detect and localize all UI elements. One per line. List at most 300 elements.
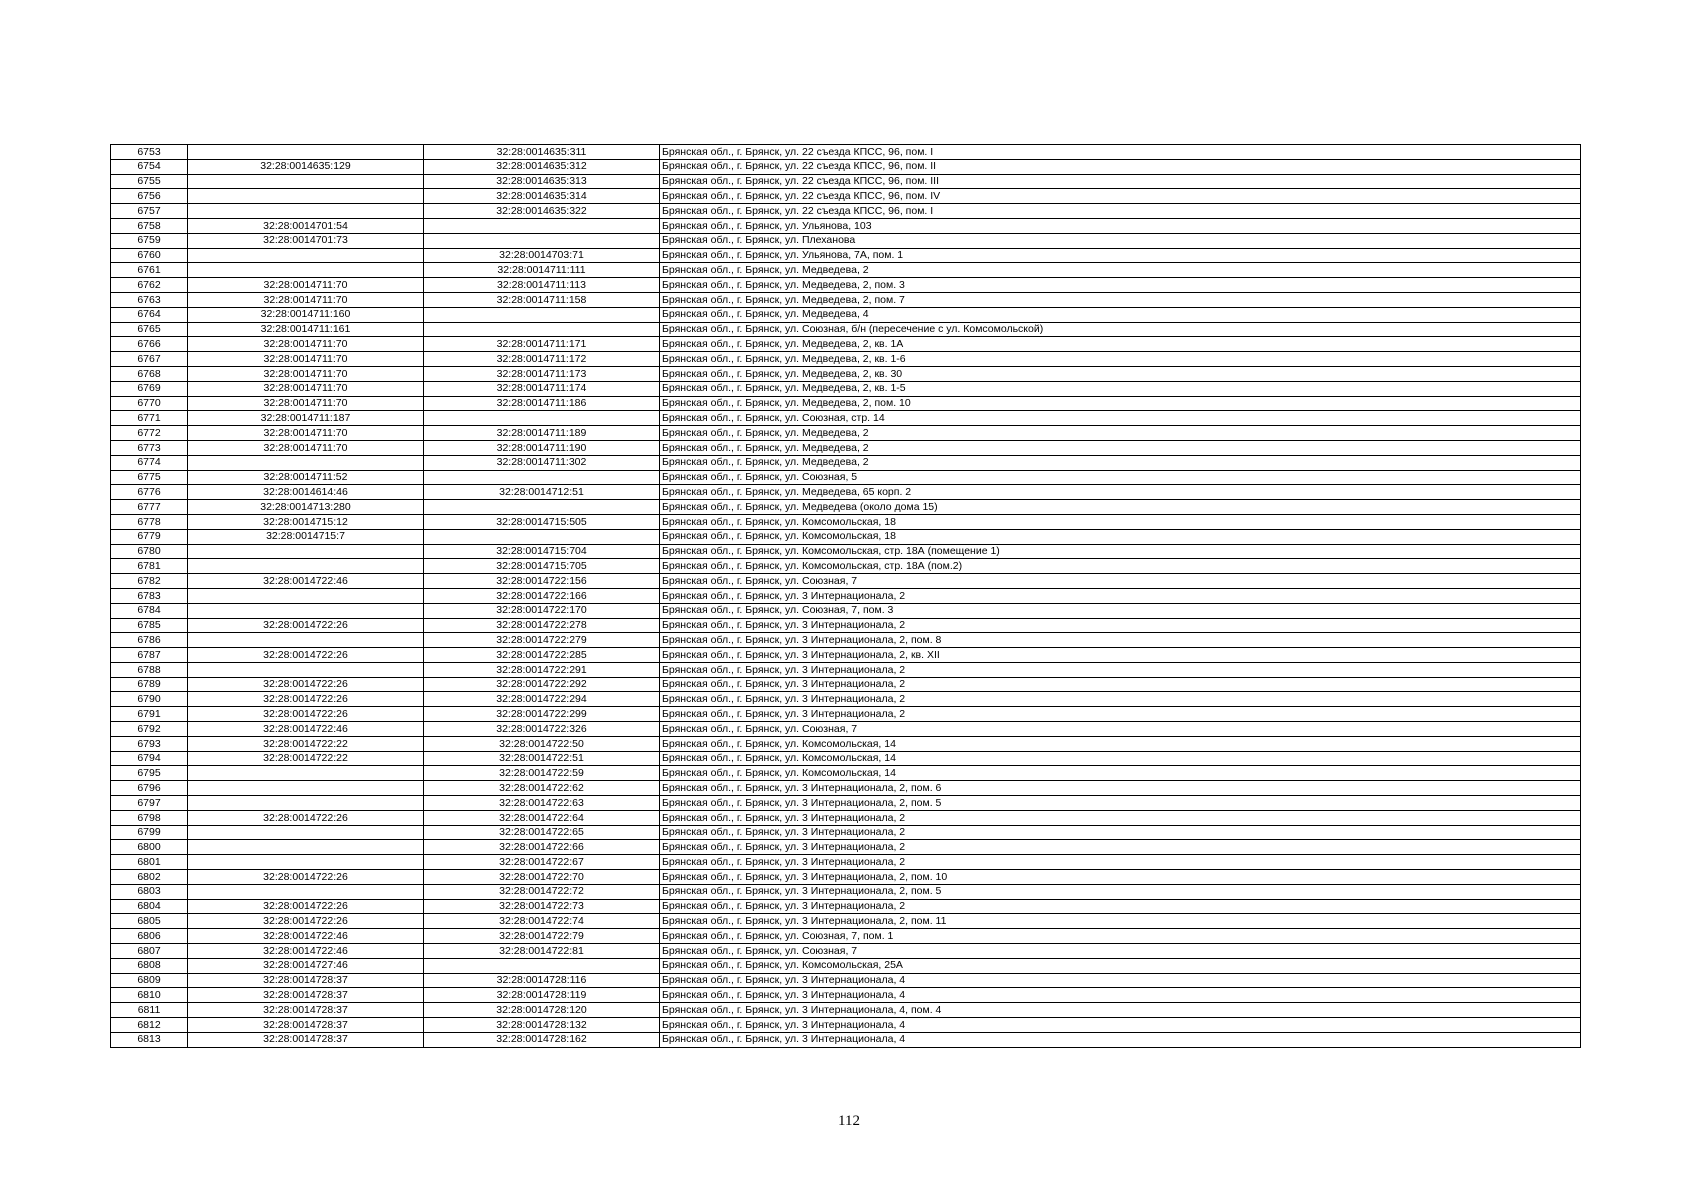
address-cell: Брянская обл., г. Брянск, ул. Медведева, 2, кв. 30: [660, 366, 1581, 381]
table-row: [111, 455, 1581, 470]
address-cell: Брянская обл., г. Брянск, ул. 22 съезда КПСС, 96, пом. IV: [660, 189, 1581, 204]
object-cadastral-number-cell: 32:28:0014722:285: [424, 648, 660, 663]
object-cadastral-number-cell: 32:28:0014635:322: [424, 204, 660, 219]
address-cell: Брянская обл., г. Брянск, ул. 3 Интернационала, 2: [660, 618, 1581, 633]
row-number-cell: 6806: [111, 929, 188, 944]
cadastral-number-cell: [188, 145, 424, 160]
table-row: [111, 810, 1581, 825]
table-row: [111, 1032, 1581, 1047]
row-number-cell: 6799: [111, 825, 188, 840]
row-number-cell: 6804: [111, 899, 188, 914]
table-row: [111, 870, 1581, 885]
object-cadastral-number-cell: 32:28:0014635:311: [424, 145, 660, 160]
table-row: [111, 944, 1581, 959]
table-row: [111, 440, 1581, 455]
table-row: [111, 381, 1581, 396]
address-cell: Брянская обл., г. Брянск, ул. Союзная, 7: [660, 722, 1581, 737]
row-number-cell: 6793: [111, 736, 188, 751]
row-number-cell: 6801: [111, 855, 188, 870]
row-number-cell: 6810: [111, 988, 188, 1003]
table-row: [111, 366, 1581, 381]
cadastral-number-cell: [188, 766, 424, 781]
address-cell: Брянская обл., г. Брянск, ул. Медведева, 2, пом. 3: [660, 278, 1581, 293]
address-cell: Брянская обл., г. Брянск, ул. Союзная, 7, пом. 3: [660, 603, 1581, 618]
row-number-cell: 6781: [111, 559, 188, 574]
address-cell: Брянская обл., г. Брянск, ул. 3 Интернационала, 2: [660, 692, 1581, 707]
object-cadastral-number-cell: [424, 307, 660, 322]
table-row: [111, 929, 1581, 944]
cadastral-number-cell: 32:28:0014722:46: [188, 929, 424, 944]
row-number-cell: 6790: [111, 692, 188, 707]
row-number-cell: 6788: [111, 662, 188, 677]
address-cell: Брянская обл., г. Брянск, ул. Медведева, 4: [660, 307, 1581, 322]
address-cell: Брянская обл., г. Брянск, ул. 3 Интернационала, 2, пом. 5: [660, 884, 1581, 899]
address-cell: Брянская обл., г. Брянск, ул. 22 съезда КПСС, 96, пом. I: [660, 204, 1581, 219]
row-number-cell: 6764: [111, 307, 188, 322]
object-cadastral-number-cell: [424, 218, 660, 233]
row-number-cell: 6785: [111, 618, 188, 633]
row-number-cell: 6800: [111, 840, 188, 855]
table-row: [111, 426, 1581, 441]
object-cadastral-number-cell: 32:28:0014711:174: [424, 381, 660, 396]
row-number-cell: 6763: [111, 292, 188, 307]
cadastral-number-cell: 32:28:0014701:73: [188, 233, 424, 248]
table-row: [111, 1018, 1581, 1033]
table-row: [111, 544, 1581, 559]
object-cadastral-number-cell: 32:28:0014711:113: [424, 278, 660, 293]
cadastral-number-cell: 32:28:0014722:26: [188, 677, 424, 692]
object-cadastral-number-cell: 32:28:0014635:312: [424, 159, 660, 174]
table-row: [111, 574, 1581, 589]
table-row: [111, 470, 1581, 485]
row-number-cell: 6803: [111, 884, 188, 899]
object-cadastral-number-cell: 32:28:0014722:73: [424, 899, 660, 914]
cadastral-number-cell: 32:28:0014614:46: [188, 485, 424, 500]
row-number-cell: 6805: [111, 914, 188, 929]
row-number-cell: 6753: [111, 145, 188, 160]
table-row: [111, 781, 1581, 796]
row-number-cell: 6779: [111, 529, 188, 544]
object-cadastral-number-cell: 32:28:0014722:326: [424, 722, 660, 737]
object-cadastral-number-cell: 32:28:0014722:72: [424, 884, 660, 899]
object-cadastral-number-cell: 32:28:0014722:170: [424, 603, 660, 618]
cadastral-number-cell: [188, 603, 424, 618]
table-row: [111, 722, 1581, 737]
object-cadastral-number-cell: 32:28:0014715:505: [424, 514, 660, 529]
object-cadastral-number-cell: 32:28:0014712:51: [424, 485, 660, 500]
row-number-cell: 6767: [111, 352, 188, 367]
address-cell: Брянская обл., г. Брянск, ул. Комсомольская, стр. 18А (пом.2): [660, 559, 1581, 574]
row-number-cell: 6778: [111, 514, 188, 529]
address-cell: Брянская обл., г. Брянск, ул. Медведева, 2: [660, 426, 1581, 441]
address-cell: Брянская обл., г. Брянск, ул. Ульянова, 7А, пом. 1: [660, 248, 1581, 263]
cadastral-number-cell: [188, 588, 424, 603]
row-number-cell: 6754: [111, 159, 188, 174]
object-cadastral-number-cell: 32:28:0014722:156: [424, 574, 660, 589]
row-number-cell: 6760: [111, 248, 188, 263]
cadastral-number-cell: 32:28:0014722:46: [188, 574, 424, 589]
cadastral-number-cell: 32:28:0014722:26: [188, 914, 424, 929]
cadastral-number-cell: 32:28:0014727:46: [188, 958, 424, 973]
address-cell: Брянская обл., г. Брянск, ул. 3 Интернационала, 2, пом. 10: [660, 870, 1581, 885]
address-cell: Брянская обл., г. Брянск, ул. Союзная, стр. 14: [660, 411, 1581, 426]
address-cell: Брянская обл., г. Брянск, ул. Медведева, 2: [660, 455, 1581, 470]
object-cadastral-number-cell: 32:28:0014728:120: [424, 1003, 660, 1018]
cadastral-number-cell: [188, 840, 424, 855]
object-cadastral-number-cell: 32:28:0014715:704: [424, 544, 660, 559]
object-cadastral-number-cell: 32:28:0014711:111: [424, 263, 660, 278]
page-number: 112: [838, 1113, 860, 1129]
table-row: [111, 677, 1581, 692]
table-row: [111, 485, 1581, 500]
address-cell: Брянская обл., г. Брянск, ул. Медведева, 2, кв. 1-6: [660, 352, 1581, 367]
address-cell: Брянская обл., г. Брянск, ул. Союзная, 7, пом. 1: [660, 929, 1581, 944]
row-number-cell: 6812: [111, 1018, 188, 1033]
table-row: [111, 352, 1581, 367]
table-row: [111, 263, 1581, 278]
object-cadastral-number-cell: 32:28:0014711:158: [424, 292, 660, 307]
table-row: [111, 648, 1581, 663]
table-row: [111, 337, 1581, 352]
row-number-cell: 6761: [111, 263, 188, 278]
cadastral-number-cell: 32:28:0014711:161: [188, 322, 424, 337]
row-number-cell: 6757: [111, 204, 188, 219]
row-number-cell: 6773: [111, 440, 188, 455]
cadastral-number-cell: 32:28:0014722:22: [188, 751, 424, 766]
row-number-cell: 6789: [111, 677, 188, 692]
cadastral-number-cell: 32:28:0014711:70: [188, 278, 424, 293]
row-number-cell: 6791: [111, 707, 188, 722]
object-cadastral-number-cell: 32:28:0014728:162: [424, 1032, 660, 1047]
object-cadastral-number-cell: 32:28:0014722:278: [424, 618, 660, 633]
object-cadastral-number-cell: 32:28:0014722:59: [424, 766, 660, 781]
address-cell: Брянская обл., г. Брянск, ул. 3 Интернационала, 2: [660, 707, 1581, 722]
address-cell: Брянская обл., г. Брянск, ул. 22 съезда КПСС, 96, пом. III: [660, 174, 1581, 189]
table-row: [111, 159, 1581, 174]
address-cell: Брянская обл., г. Брянск, ул. 3 Интернационала, 4, пом. 4: [660, 1003, 1581, 1018]
table-row: [111, 751, 1581, 766]
row-number-cell: 6762: [111, 278, 188, 293]
address-cell: Брянская обл., г. Брянск, ул. Медведева, 2: [660, 263, 1581, 278]
address-cell: Брянская обл., г. Брянск, ул. Медведева, 2: [660, 440, 1581, 455]
cadastral-number-cell: 32:28:0014728:37: [188, 988, 424, 1003]
object-cadastral-number-cell: 32:28:0014728:132: [424, 1018, 660, 1033]
cadastral-number-cell: 32:28:0014728:37: [188, 1018, 424, 1033]
table-row: [111, 618, 1581, 633]
address-cell: Брянская обл., г. Брянск, ул. 22 съезда КПСС, 96, пом. I: [660, 145, 1581, 160]
table-row: [111, 145, 1581, 160]
cadastral-number-cell: 32:28:0014711:160: [188, 307, 424, 322]
object-cadastral-number-cell: 32:28:0014722:51: [424, 751, 660, 766]
table-row: [111, 988, 1581, 1003]
table-row: [111, 189, 1581, 204]
address-cell: Брянская обл., г. Брянск, ул. Медведева (около дома 15): [660, 500, 1581, 515]
table-row: [111, 174, 1581, 189]
object-cadastral-number-cell: 32:28:0014722:65: [424, 825, 660, 840]
address-cell: Брянская обл., г. Брянск, ул. Комсомольская, стр. 18А (помещение 1): [660, 544, 1581, 559]
object-cadastral-number-cell: 32:28:0014711:189: [424, 426, 660, 441]
cadastral-number-cell: 32:28:0014722:26: [188, 899, 424, 914]
address-cell: Брянская обл., г. Брянск, ул. Комсомольская, 18: [660, 514, 1581, 529]
address-cell: Брянская обл., г. Брянск, ул. 3 Интернационала, 2: [660, 825, 1581, 840]
cadastral-number-cell: 32:28:0014711:70: [188, 440, 424, 455]
cadastral-number-cell: [188, 796, 424, 811]
object-cadastral-number-cell: 32:28:0014722:291: [424, 662, 660, 677]
address-cell: Брянская обл., г. Брянск, ул. Комсомольская, 25А: [660, 958, 1581, 973]
address-cell: Брянская обл., г. Брянск, ул. Союзная, 5: [660, 470, 1581, 485]
table-row: [111, 633, 1581, 648]
table-row: [111, 973, 1581, 988]
cadastral-number-cell: 32:28:0014715:7: [188, 529, 424, 544]
address-cell: Брянская обл., г. Брянск, ул. Плеханова: [660, 233, 1581, 248]
table-row: [111, 855, 1581, 870]
address-cell: Брянская обл., г. Брянск, ул. Медведева, 2, кв. 1-5: [660, 381, 1581, 396]
row-number-cell: 6796: [111, 781, 188, 796]
table-row: [111, 233, 1581, 248]
object-cadastral-number-cell: [424, 322, 660, 337]
object-cadastral-number-cell: 32:28:0014722:292: [424, 677, 660, 692]
address-cell: Брянская обл., г. Брянск, ул. 3 Интернационала, 4: [660, 1032, 1581, 1047]
object-cadastral-number-cell: 32:28:0014703:71: [424, 248, 660, 263]
row-number-cell: 6766: [111, 337, 188, 352]
object-cadastral-number-cell: [424, 529, 660, 544]
row-number-cell: 6792: [111, 722, 188, 737]
cadastral-number-cell: 32:28:0014728:37: [188, 1003, 424, 1018]
object-cadastral-number-cell: 32:28:0014711:190: [424, 440, 660, 455]
object-cadastral-number-cell: 32:28:0014722:299: [424, 707, 660, 722]
object-cadastral-number-cell: 32:28:0014728:119: [424, 988, 660, 1003]
object-cadastral-number-cell: [424, 500, 660, 515]
cadastral-number-cell: [188, 248, 424, 263]
cadastral-number-cell: [188, 884, 424, 899]
row-number-cell: 6795: [111, 766, 188, 781]
cadastral-number-cell: 32:28:0014711:70: [188, 337, 424, 352]
table-row: [111, 825, 1581, 840]
row-number-cell: 6809: [111, 973, 188, 988]
object-cadastral-number-cell: 32:28:0014722:67: [424, 855, 660, 870]
row-number-cell: 6798: [111, 810, 188, 825]
address-cell: Брянская обл., г. Брянск, ул. 3 Интернационала, 2, кв. XII: [660, 648, 1581, 663]
object-cadastral-number-cell: 32:28:0014722:81: [424, 944, 660, 959]
cadastral-number-cell: [188, 204, 424, 219]
object-cadastral-number-cell: 32:28:0014722:64: [424, 810, 660, 825]
object-cadastral-number-cell: 32:28:0014722:166: [424, 588, 660, 603]
row-number-cell: 6768: [111, 366, 188, 381]
address-cell: Брянская обл., г. Брянск, ул. 3 Интернационала, 4: [660, 1018, 1581, 1033]
cadastral-number-cell: [188, 662, 424, 677]
address-cell: Брянская обл., г. Брянск, ул. 22 съезда КПСС, 96, пом. II: [660, 159, 1581, 174]
table-row: [111, 292, 1581, 307]
object-cadastral-number-cell: 32:28:0014722:62: [424, 781, 660, 796]
address-cell: Брянская обл., г. Брянск, ул. 3 Интернационала, 2: [660, 662, 1581, 677]
cadastral-number-cell: 32:28:0014711:70: [188, 366, 424, 381]
object-cadastral-number-cell: [424, 411, 660, 426]
cadastral-number-cell: 32:28:0014722:22: [188, 736, 424, 751]
address-cell: Брянская обл., г. Брянск, ул. 3 Интернационала, 2, пом. 8: [660, 633, 1581, 648]
row-number-cell: 6776: [111, 485, 188, 500]
cadastral-number-cell: 32:28:0014728:37: [188, 1032, 424, 1047]
row-number-cell: 6774: [111, 455, 188, 470]
table-row: [111, 218, 1581, 233]
row-number-cell: 6783: [111, 588, 188, 603]
cadastral-number-cell: [188, 559, 424, 574]
cadastral-number-cell: 32:28:0014711:70: [188, 292, 424, 307]
address-cell: Брянская обл., г. Брянск, ул. Союзная, 7: [660, 574, 1581, 589]
address-cell: Брянская обл., г. Брянск, ул. Комсомольская, 14: [660, 736, 1581, 751]
cadastral-number-cell: [188, 189, 424, 204]
cadastral-number-cell: 32:28:0014711:70: [188, 396, 424, 411]
cadastral-number-cell: 32:28:0014711:70: [188, 352, 424, 367]
address-cell: Брянская обл., г. Брянск, ул. 3 Интернационала, 4: [660, 988, 1581, 1003]
address-cell: Брянская обл., г. Брянск, ул. 3 Интернационала, 2, пом. 6: [660, 781, 1581, 796]
table-row: [111, 514, 1581, 529]
object-cadastral-number-cell: 32:28:0014711:302: [424, 455, 660, 470]
object-cadastral-number-cell: 32:28:0014722:294: [424, 692, 660, 707]
cadastral-number-cell: [188, 174, 424, 189]
table-row: [111, 958, 1581, 973]
cadastral-number-cell: 32:28:0014711:70: [188, 426, 424, 441]
row-number-cell: 6797: [111, 796, 188, 811]
table-row: [111, 899, 1581, 914]
cadastral-number-cell: 32:28:0014713:280: [188, 500, 424, 515]
row-number-cell: 6807: [111, 944, 188, 959]
row-number-cell: 6765: [111, 322, 188, 337]
table-row: [111, 500, 1581, 515]
object-cadastral-number-cell: [424, 470, 660, 485]
row-number-cell: 6786: [111, 633, 188, 648]
address-cell: Брянская обл., г. Брянск, ул. 3 Интернационала, 4: [660, 973, 1581, 988]
object-cadastral-number-cell: 32:28:0014711:171: [424, 337, 660, 352]
object-cadastral-number-cell: 32:28:0014715:705: [424, 559, 660, 574]
object-cadastral-number-cell: 32:28:0014728:116: [424, 973, 660, 988]
table-row: [111, 278, 1581, 293]
row-number-cell: 6755: [111, 174, 188, 189]
row-number-cell: 6775: [111, 470, 188, 485]
table-row: [111, 766, 1581, 781]
table-row: [111, 914, 1581, 929]
cadastral-number-cell: [188, 263, 424, 278]
cadastral-number-cell: 32:28:0014711:70: [188, 381, 424, 396]
address-cell: Брянская обл., г. Брянск, ул. 3 Интернационала, 2: [660, 588, 1581, 603]
address-cell: Брянская обл., г. Брянск, ул. Комсомольская, 14: [660, 751, 1581, 766]
row-number-cell: 6777: [111, 500, 188, 515]
object-cadastral-number-cell: 32:28:0014722:79: [424, 929, 660, 944]
row-number-cell: 6811: [111, 1003, 188, 1018]
cadastral-number-cell: 32:28:0014635:129: [188, 159, 424, 174]
cadastral-number-cell: 32:28:0014711:52: [188, 470, 424, 485]
object-cadastral-number-cell: 32:28:0014635:314: [424, 189, 660, 204]
cadastral-number-cell: 32:28:0014722:46: [188, 944, 424, 959]
table-row: [111, 603, 1581, 618]
cadastral-number-cell: [188, 855, 424, 870]
row-number-cell: 6769: [111, 381, 188, 396]
row-number-cell: 6802: [111, 870, 188, 885]
cadastral-number-cell: 32:28:0014722:26: [188, 870, 424, 885]
cadastral-number-cell: 32:28:0014722:26: [188, 707, 424, 722]
cadastral-number-cell: 32:28:0014722:26: [188, 618, 424, 633]
row-number-cell: 6770: [111, 396, 188, 411]
address-cell: Брянская обл., г. Брянск, ул. Ульянова, 103: [660, 218, 1581, 233]
cadastral-number-cell: 32:28:0014728:37: [188, 973, 424, 988]
table-row: [111, 796, 1581, 811]
cadastral-number-cell: [188, 455, 424, 470]
object-cadastral-number-cell: [424, 233, 660, 248]
address-cell: Брянская обл., г. Брянск, ул. Медведева, 2, кв. 1А: [660, 337, 1581, 352]
cadastral-number-cell: [188, 825, 424, 840]
address-cell: Брянская обл., г. Брянск, ул. 3 Интернационала, 2, пом. 11: [660, 914, 1581, 929]
table-row: [111, 1003, 1581, 1018]
row-number-cell: 6780: [111, 544, 188, 559]
table-row: [111, 736, 1581, 751]
object-cadastral-number-cell: 32:28:0014722:70: [424, 870, 660, 885]
cadastral-number-cell: [188, 544, 424, 559]
object-cadastral-number-cell: 32:28:0014722:74: [424, 914, 660, 929]
table-row: [111, 204, 1581, 219]
object-cadastral-number-cell: 32:28:0014722:50: [424, 736, 660, 751]
row-number-cell: 6808: [111, 958, 188, 973]
table-row: [111, 662, 1581, 677]
address-cell: Брянская обл., г. Брянск, ул. Союзная, б/н (пересечение с ул. Комсомольской): [660, 322, 1581, 337]
cadastral-number-cell: 32:28:0014722:26: [188, 810, 424, 825]
table-body: [111, 145, 1581, 1048]
object-cadastral-number-cell: 32:28:0014635:313: [424, 174, 660, 189]
table-row: [111, 559, 1581, 574]
cadastral-number-cell: 32:28:0014715:12: [188, 514, 424, 529]
address-cell: Брянская обл., г. Брянск, ул. 3 Интернационала, 2: [660, 855, 1581, 870]
row-number-cell: 6772: [111, 426, 188, 441]
table-row: [111, 884, 1581, 899]
row-number-cell: 6787: [111, 648, 188, 663]
table-row: [111, 248, 1581, 263]
table-row: [111, 396, 1581, 411]
table-row: [111, 411, 1581, 426]
cadastral-number-cell: 32:28:0014711:187: [188, 411, 424, 426]
address-cell: Брянская обл., г. Брянск, ул. Союзная, 7: [660, 944, 1581, 959]
row-number-cell: 6771: [111, 411, 188, 426]
row-number-cell: 6758: [111, 218, 188, 233]
row-number-cell: 6759: [111, 233, 188, 248]
address-cell: Брянская обл., г. Брянск, ул. Медведева, 2, пом. 10: [660, 396, 1581, 411]
object-cadastral-number-cell: 32:28:0014711:172: [424, 352, 660, 367]
table-row: [111, 322, 1581, 337]
row-number-cell: 6756: [111, 189, 188, 204]
address-cell: Брянская обл., г. Брянск, ул. Медведева, 2, пом. 7: [660, 292, 1581, 307]
table-row: [111, 307, 1581, 322]
cadastral-number-cell: [188, 781, 424, 796]
cadastral-number-cell: [188, 633, 424, 648]
table-row: [111, 692, 1581, 707]
object-cadastral-number-cell: [424, 958, 660, 973]
address-cell: Брянская обл., г. Брянск, ул. 3 Интернационала, 2, пом. 5: [660, 796, 1581, 811]
property-table: [110, 144, 1581, 1048]
address-cell: Брянская обл., г. Брянск, ул. 3 Интернационала, 2: [660, 810, 1581, 825]
cadastral-number-cell: 32:28:0014701:54: [188, 218, 424, 233]
table-row: [111, 588, 1581, 603]
cadastral-number-cell: 32:28:0014722:46: [188, 722, 424, 737]
cadastral-number-cell: 32:28:0014722:26: [188, 692, 424, 707]
object-cadastral-number-cell: 32:28:0014722:63: [424, 796, 660, 811]
row-number-cell: 6813: [111, 1032, 188, 1047]
object-cadastral-number-cell: 32:28:0014722:279: [424, 633, 660, 648]
address-cell: Брянская обл., г. Брянск, ул. 3 Интернационала, 2: [660, 677, 1581, 692]
object-cadastral-number-cell: 32:28:0014722:66: [424, 840, 660, 855]
table-row: [111, 840, 1581, 855]
address-cell: Брянская обл., г. Брянск, ул. 3 Интернационала, 2: [660, 899, 1581, 914]
address-cell: Брянская обл., г. Брянск, ул. 3 Интернационала, 2: [660, 840, 1581, 855]
row-number-cell: 6782: [111, 574, 188, 589]
object-cadastral-number-cell: 32:28:0014711:186: [424, 396, 660, 411]
table-row: [111, 707, 1581, 722]
